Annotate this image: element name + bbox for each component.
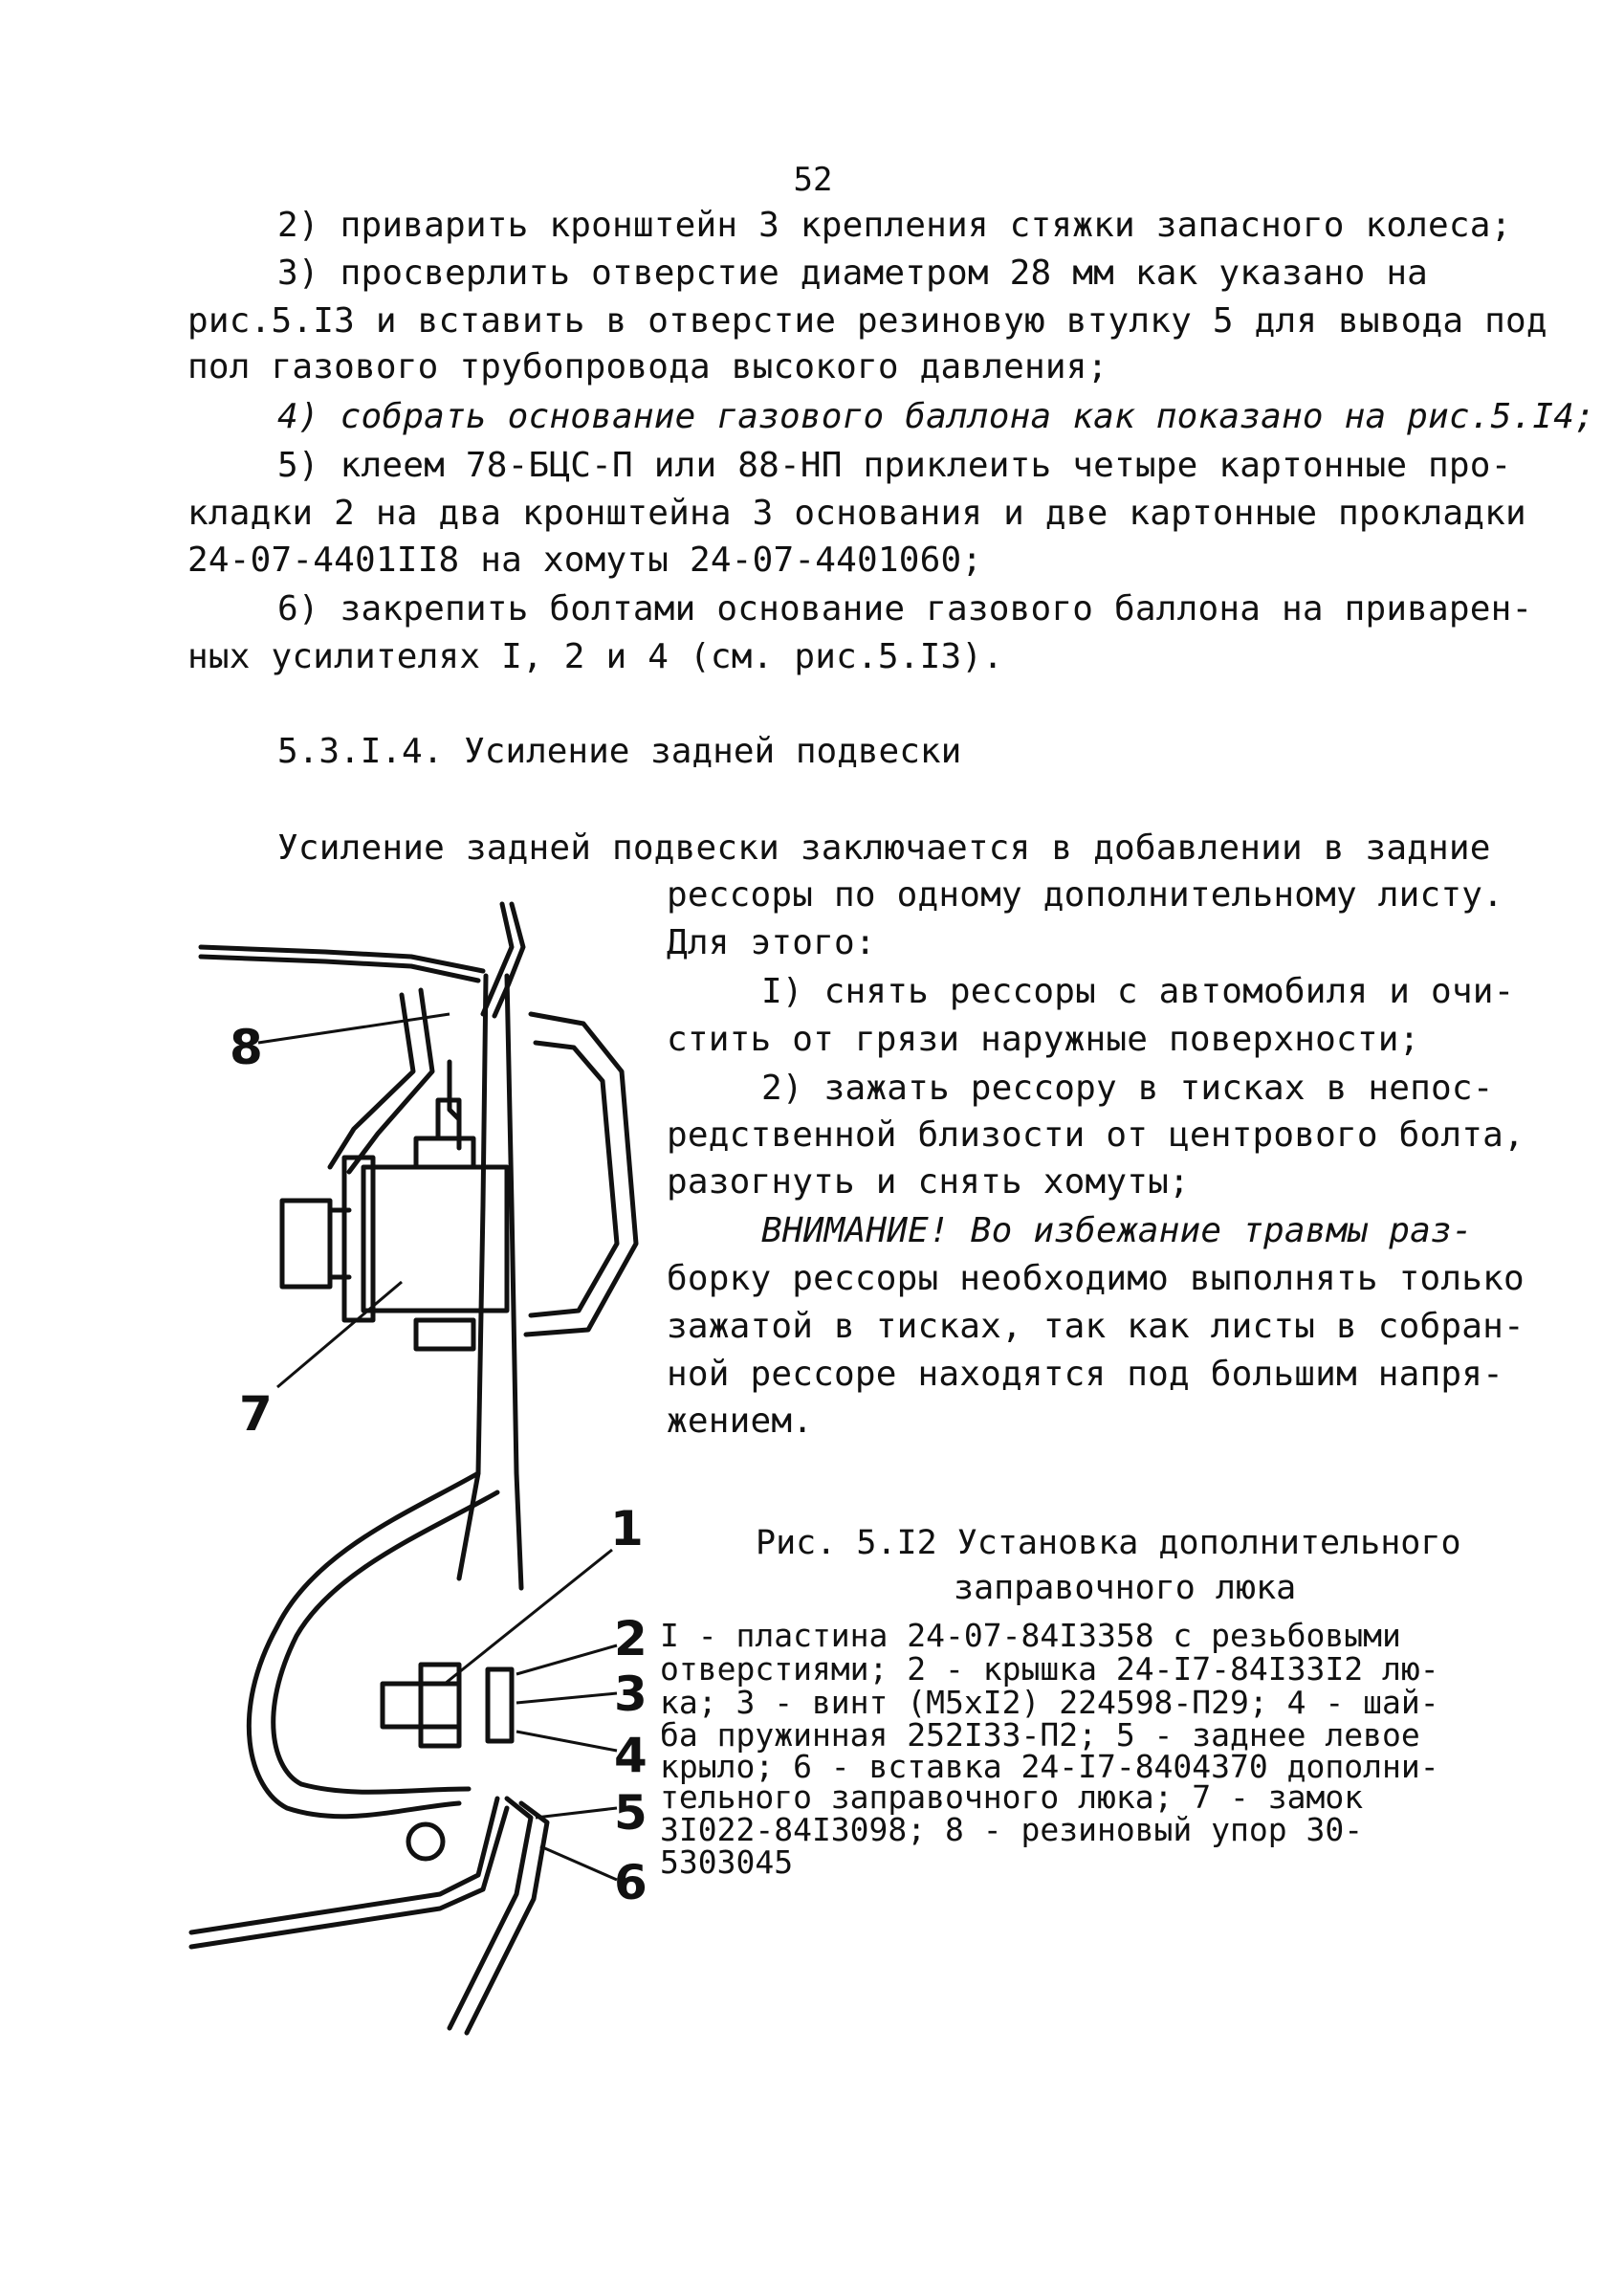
body-line: Для этого:: [667, 923, 876, 962]
paragraph-line: 2) приварить кронштейн 3 крепления стяжки запасного колеса;: [277, 206, 1512, 245]
callout-7: 7: [239, 1386, 273, 1442]
paragraph-line: 24-07-4401II8 на хомуты 24-07-4401060;: [187, 541, 983, 580]
legend-line: ба пружинная 252I33-П2; 5 - заднее левое: [660, 1716, 1420, 1754]
body-line: разогнуть и снять хомуты;: [667, 1162, 1190, 1202]
callout-6: 6: [614, 1855, 647, 1910]
legend-line: ка; 3 - винт (М5хI2) 224598-П29; 4 - шай-: [660, 1684, 1439, 1721]
legend-line: крыло; 6 - вставка 24-I7-8404370 дополни-: [660, 1748, 1439, 1785]
paragraph-line: 5) клеем 78-БЦС-П или 88-НП приклеить четыре картонные про-: [277, 446, 1512, 485]
callout-8: 8: [230, 1020, 263, 1075]
body-line: борку рессоры необходимо выполнять только: [667, 1259, 1525, 1298]
callout-2: 2: [614, 1611, 647, 1666]
legend-line: отверстиями; 2 - крышка 24-I7-84I33I2 лю-: [660, 1650, 1439, 1688]
paragraph-line: 6) закрепить болтами основание газового баллона на приварен-: [277, 589, 1533, 629]
body-line: жением.: [667, 1401, 814, 1441]
figure-caption: Рис. 5.I2 Установка дополнительного: [756, 1524, 1461, 1562]
body-line: 2) зажать рессору в тисках в непос-: [761, 1069, 1494, 1108]
fuel-hatch-drawing: [172, 890, 669, 2038]
body-line: рессоры по одному дополнительному листу.: [667, 875, 1503, 915]
legend-line: 3I022-84I3098; 8 - резиновый упор 30-: [660, 1811, 1364, 1848]
legend-line: 5303045: [660, 1843, 794, 1881]
paragraph-line: 3) просверлить отверстие диаметром 28 мм как указано на: [277, 254, 1429, 293]
body-line: ВНИМАНИЕ! Во избежание травмы раз-: [761, 1211, 1473, 1250]
callout-1: 1: [610, 1501, 644, 1556]
callout-3: 3: [614, 1666, 647, 1722]
body-line: ной рессоре находятся под большим напря-: [667, 1355, 1503, 1394]
paragraph-line: кладки 2 на два кронштейна 3 основания и две картонные прокладки: [187, 494, 1526, 533]
paragraph-line: рис.5.I3 и вставить в отверстие резиновую втулку 5 для вывода под: [187, 301, 1547, 341]
paragraph-line: ных усилителях I, 2 и 4 (см. рис.5.I3).: [187, 637, 1004, 676]
section-heading: 5.3.I.4. Усиление задней подвески: [277, 732, 962, 771]
callout-4: 4: [614, 1728, 647, 1783]
leader-lines: [258, 1014, 617, 1880]
body-line: редственной близости от центрового болта,: [667, 1115, 1525, 1155]
body-line: стить от грязи наружные поверхности;: [667, 1020, 1420, 1059]
body-line: I) снять рессоры с автомобиля и очи-: [761, 972, 1515, 1011]
figure-caption-line2: заправочного люка: [954, 1569, 1297, 1607]
callout-5: 5: [614, 1785, 647, 1841]
body-line: Усиление задней подвески заключается в добавлении в задние: [277, 828, 1491, 868]
legend-line: тельного заправочного люка; 7 - замок: [660, 1778, 1364, 1816]
page-number: 52: [793, 161, 833, 199]
paragraph-line: 4) собрать основание газового баллона как показано на рис.5.I4;: [277, 397, 1596, 436]
body-line: зажатой в тисках, так как листы в собран-: [667, 1307, 1525, 1346]
legend-line: I - пластина 24-07-84I3358 с резьбовыми: [660, 1617, 1401, 1654]
paragraph-line: пол газового трубопровода высокого давления;: [187, 347, 1108, 386]
